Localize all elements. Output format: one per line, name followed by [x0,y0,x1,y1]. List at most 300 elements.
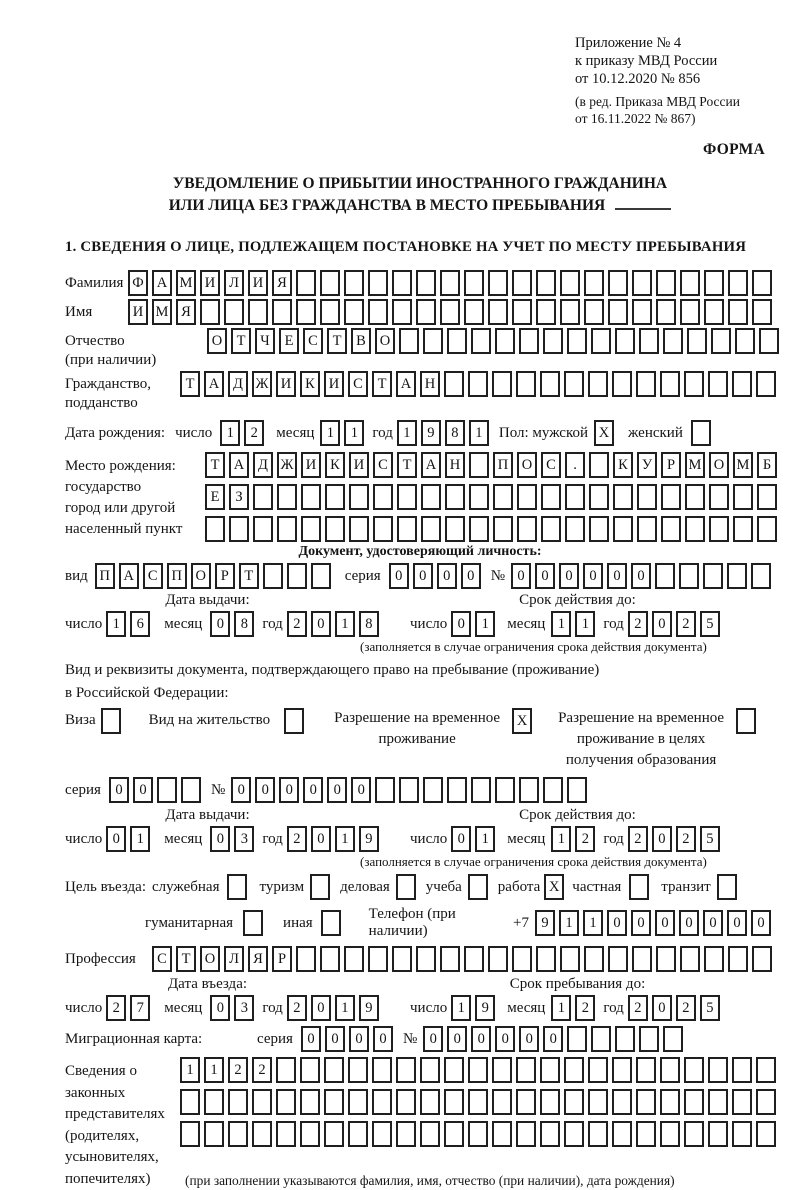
form-cell[interactable]: И [324,371,344,397]
form-cell[interactable]: 9 [359,995,379,1021]
form-cell[interactable] [639,328,659,354]
form-cell[interactable]: 2 [252,1057,272,1083]
form-cell[interactable]: Е [205,484,225,510]
form-cell[interactable]: 3 [234,826,254,852]
form-cell[interactable] [488,946,508,972]
form-cell[interactable]: 2 [228,1057,248,1083]
form-cell[interactable] [612,1121,632,1147]
checkbox-cell[interactable] [101,708,121,734]
form-cell[interactable] [324,1057,344,1083]
form-cell[interactable]: У [637,452,657,478]
form-cell[interactable] [564,1057,584,1083]
form-cell[interactable]: О [709,452,729,478]
form-cell[interactable]: 1 [475,826,495,852]
form-cell[interactable] [416,299,436,325]
form-cell[interactable] [608,270,628,296]
form-cell[interactable]: 2 [628,995,648,1021]
form-cell[interactable]: 0 [437,563,457,589]
form-cell[interactable]: 2 [628,611,648,637]
form-cell[interactable] [464,270,484,296]
form-cell[interactable]: Ч [255,328,275,354]
form-cell[interactable]: О [200,946,220,972]
form-cell[interactable]: 2 [106,995,126,1021]
form-cell[interactable] [296,299,316,325]
form-cell[interactable]: 0 [279,777,299,803]
checkbox-cell[interactable]: X [544,874,564,900]
form-cell[interactable]: 1 [344,420,364,446]
form-cell[interactable]: 1 [320,420,340,446]
form-cell[interactable]: М [176,270,196,296]
form-cell[interactable]: 1 [551,611,571,637]
form-cell[interactable]: О [517,452,537,478]
form-cell[interactable] [320,946,340,972]
form-cell[interactable]: 9 [535,910,555,936]
checkbox-cell[interactable] [717,874,737,900]
form-cell[interactable] [368,299,388,325]
form-cell[interactable] [372,1057,392,1083]
form-cell[interactable]: 0 [373,1026,393,1052]
form-cell[interactable]: 0 [311,826,331,852]
form-cell[interactable] [591,328,611,354]
form-cell[interactable] [564,1121,584,1147]
form-cell[interactable]: 0 [423,1026,443,1052]
form-cell[interactable] [636,1121,656,1147]
form-cell[interactable]: А [119,563,139,589]
form-cell[interactable] [727,563,747,589]
form-cell[interactable]: 0 [652,611,672,637]
form-cell[interactable]: С [348,371,368,397]
form-cell[interactable]: 0 [303,777,323,803]
form-cell[interactable] [399,328,419,354]
form-cell[interactable] [296,946,316,972]
purpose-official-checkbox[interactable] [227,874,251,900]
form-cell[interactable] [348,1057,368,1083]
form-cell[interactable]: Е [279,328,299,354]
form-cell[interactable]: 0 [679,910,699,936]
form-cell[interactable] [229,516,249,542]
form-cell[interactable]: И [128,299,148,325]
form-cell[interactable] [205,516,225,542]
form-cell[interactable] [589,484,609,510]
form-cell[interactable]: 1 [451,995,471,1021]
form-cell[interactable] [469,516,489,542]
form-cell[interactable]: С [303,328,323,354]
form-cell[interactable] [300,1089,320,1115]
form-cell[interactable]: П [167,563,187,589]
form-cell[interactable]: И [248,270,268,296]
form-cell[interactable] [421,516,441,542]
form-cell[interactable] [512,946,532,972]
form-cell[interactable] [588,1057,608,1083]
form-cell[interactable]: 2 [287,826,307,852]
form-cell[interactable] [588,1121,608,1147]
form-cell[interactable]: Т [327,328,347,354]
form-cell[interactable]: 0 [325,1026,345,1052]
form-cell[interactable] [732,371,752,397]
form-cell[interactable] [660,371,680,397]
form-cell[interactable]: Ф [128,270,148,296]
form-cell[interactable] [253,516,273,542]
form-cell[interactable] [636,1089,656,1115]
form-cell[interactable] [493,516,513,542]
form-cell[interactable] [589,452,609,478]
checkbox-cell[interactable] [691,420,711,446]
form-cell[interactable] [375,777,395,803]
form-cell[interactable] [372,1089,392,1115]
form-cell[interactable] [536,946,556,972]
form-cell[interactable] [276,1121,296,1147]
form-cell[interactable] [416,946,436,972]
form-cell[interactable]: В [351,328,371,354]
form-cell[interactable] [392,299,412,325]
form-cell[interactable]: 5 [700,826,720,852]
form-cell[interactable]: З [229,484,249,510]
form-cell[interactable] [685,484,705,510]
form-cell[interactable] [471,777,491,803]
form-cell[interactable]: 0 [655,910,675,936]
form-cell[interactable]: 0 [727,910,747,936]
form-cell[interactable] [469,484,489,510]
form-cell[interactable] [632,270,652,296]
form-cell[interactable]: С [541,452,561,478]
form-cell[interactable] [751,563,771,589]
form-cell[interactable] [687,328,707,354]
form-cell[interactable] [420,1121,440,1147]
form-cell[interactable] [447,777,467,803]
form-cell[interactable] [560,946,580,972]
form-cell[interactable]: 0 [301,1026,321,1052]
form-cell[interactable]: 0 [389,563,409,589]
form-cell[interactable] [204,1121,224,1147]
form-cell[interactable]: 0 [451,826,471,852]
form-cell[interactable]: 0 [451,611,471,637]
form-cell[interactable]: 1 [397,420,417,446]
form-cell[interactable]: 2 [244,420,264,446]
form-cell[interactable]: . [565,452,585,478]
form-cell[interactable] [423,777,443,803]
form-cell[interactable] [685,516,705,542]
form-cell[interactable] [541,516,561,542]
form-cell[interactable]: Т [180,371,200,397]
form-cell[interactable]: Л [224,946,244,972]
form-cell[interactable]: 0 [631,563,651,589]
form-cell[interactable]: 7 [130,995,150,1021]
form-cell[interactable] [660,1057,680,1083]
form-cell[interactable] [444,1057,464,1083]
form-cell[interactable] [708,1057,728,1083]
form-cell[interactable] [663,1026,683,1052]
form-cell[interactable] [591,1026,611,1052]
form-cell[interactable]: Д [228,371,248,397]
form-cell[interactable] [277,484,297,510]
form-cell[interactable]: 1 [204,1057,224,1083]
form-cell[interactable]: 0 [652,826,672,852]
form-cell[interactable] [469,452,489,478]
form-cell[interactable] [560,299,580,325]
form-cell[interactable] [661,516,681,542]
form-cell[interactable] [564,1089,584,1115]
form-cell[interactable] [540,1057,560,1083]
rvp-checkbox[interactable] [512,708,536,734]
sex-male-checkbox[interactable] [594,420,618,446]
form-cell[interactable] [420,1089,440,1115]
form-cell[interactable]: М [685,452,705,478]
form-cell[interactable] [272,299,292,325]
form-cell[interactable]: 0 [210,611,230,637]
form-cell[interactable] [680,299,700,325]
form-cell[interactable] [396,1089,416,1115]
form-cell[interactable] [276,1057,296,1083]
form-cell[interactable] [728,299,748,325]
form-cell[interactable] [471,328,491,354]
form-cell[interactable] [660,1121,680,1147]
form-cell[interactable]: Д [253,452,273,478]
form-cell[interactable]: 0 [106,826,126,852]
form-cell[interactable] [224,299,244,325]
form-cell[interactable] [541,484,561,510]
form-cell[interactable] [632,946,652,972]
form-cell[interactable]: Т [205,452,225,478]
form-cell[interactable] [632,299,652,325]
form-cell[interactable]: Я [248,946,268,972]
form-cell[interactable] [704,299,724,325]
form-cell[interactable] [445,484,465,510]
form-cell[interactable] [397,484,417,510]
form-cell[interactable] [300,1121,320,1147]
form-cell[interactable]: С [152,946,172,972]
form-cell[interactable] [704,946,724,972]
checkbox-cell[interactable] [310,874,330,900]
form-cell[interactable]: 1 [475,611,495,637]
form-cell[interactable] [492,1089,512,1115]
form-cell[interactable]: А [204,371,224,397]
form-cell[interactable] [440,946,460,972]
form-cell[interactable]: М [152,299,172,325]
form-cell[interactable] [348,1121,368,1147]
form-cell[interactable] [300,1057,320,1083]
form-cell[interactable]: 8 [359,611,379,637]
form-cell[interactable]: 0 [351,777,371,803]
form-cell[interactable] [349,484,369,510]
form-cell[interactable] [613,484,633,510]
form-cell[interactable] [637,516,657,542]
form-cell[interactable]: 0 [583,563,603,589]
form-cell[interactable] [344,946,364,972]
form-cell[interactable]: 2 [676,611,696,637]
form-cell[interactable]: О [375,328,395,354]
form-cell[interactable] [252,1089,272,1115]
form-cell[interactable] [204,1089,224,1115]
form-cell[interactable] [732,1121,752,1147]
form-cell[interactable]: И [276,371,296,397]
form-cell[interactable]: С [143,563,163,589]
form-cell[interactable] [516,1057,536,1083]
form-cell[interactable] [656,299,676,325]
form-cell[interactable] [516,371,536,397]
form-cell[interactable] [445,516,465,542]
form-cell[interactable] [636,1057,656,1083]
form-cell[interactable]: Н [420,371,440,397]
form-cell[interactable] [565,516,585,542]
form-cell[interactable] [444,371,464,397]
checkbox-cell[interactable] [227,874,247,900]
form-cell[interactable] [612,1057,632,1083]
form-cell[interactable] [416,270,436,296]
form-cell[interactable] [464,946,484,972]
form-cell[interactable] [349,516,369,542]
form-cell[interactable] [655,563,675,589]
checkbox-cell[interactable] [321,910,341,936]
form-cell[interactable] [756,1057,776,1083]
form-cell[interactable]: Т [397,452,417,478]
purpose-tourism-checkbox[interactable] [310,874,334,900]
form-cell[interactable] [516,1121,536,1147]
form-cell[interactable] [711,328,731,354]
form-cell[interactable] [181,777,201,803]
form-cell[interactable] [709,484,729,510]
form-cell[interactable]: И [301,452,321,478]
form-cell[interactable]: 0 [495,1026,515,1052]
form-cell[interactable] [637,484,657,510]
form-cell[interactable] [287,563,307,589]
form-cell[interactable] [325,484,345,510]
form-cell[interactable] [567,328,587,354]
form-cell[interactable]: 6 [130,611,150,637]
form-cell[interactable] [540,1121,560,1147]
form-cell[interactable]: 1 [469,420,489,446]
form-cell[interactable]: 1 [551,995,571,1021]
form-cell[interactable]: О [191,563,211,589]
form-cell[interactable] [392,270,412,296]
form-cell[interactable] [324,1089,344,1115]
form-cell[interactable]: Т [372,371,392,397]
form-cell[interactable] [488,299,508,325]
checkbox-cell[interactable]: X [594,420,614,446]
form-cell[interactable]: М [733,452,753,478]
form-cell[interactable] [679,563,699,589]
form-cell[interactable]: Т [176,946,196,972]
form-cell[interactable]: Р [215,563,235,589]
form-cell[interactable] [757,484,777,510]
form-cell[interactable]: 2 [287,995,307,1021]
form-cell[interactable] [464,299,484,325]
form-cell[interactable] [608,946,628,972]
form-cell[interactable]: К [613,452,633,478]
sex-female-checkbox[interactable] [691,420,715,446]
form-cell[interactable]: 1 [559,910,579,936]
form-cell[interactable] [680,946,700,972]
form-cell[interactable]: 1 [583,910,603,936]
form-cell[interactable] [752,946,772,972]
form-cell[interactable] [536,270,556,296]
visa-checkbox[interactable] [101,708,125,734]
form-cell[interactable] [540,1089,560,1115]
form-cell[interactable] [519,777,539,803]
form-cell[interactable] [397,516,417,542]
purpose-business-checkbox[interactable] [396,874,420,900]
form-cell[interactable]: 1 [220,420,240,446]
form-cell[interactable]: 0 [255,777,275,803]
form-cell[interactable] [543,777,563,803]
form-cell[interactable]: А [421,452,441,478]
form-cell[interactable]: Н [445,452,465,478]
checkbox-cell[interactable] [396,874,416,900]
form-cell[interactable]: 0 [607,563,627,589]
purpose-private-checkbox[interactable] [629,874,653,900]
checkbox-cell[interactable] [243,910,263,936]
purpose-study-checkbox[interactable] [468,874,492,900]
form-cell[interactable]: 0 [311,995,331,1021]
form-cell[interactable] [756,1121,776,1147]
form-cell[interactable] [325,516,345,542]
form-cell[interactable]: П [493,452,513,478]
form-cell[interactable]: 1 [551,826,571,852]
form-cell[interactable] [588,1089,608,1115]
form-cell[interactable] [492,1121,512,1147]
purpose-transit-checkbox[interactable] [717,874,741,900]
form-cell[interactable]: А [152,270,172,296]
form-cell[interactable]: 1 [106,611,126,637]
form-cell[interactable] [248,299,268,325]
form-cell[interactable]: 2 [628,826,648,852]
form-cell[interactable] [567,777,587,803]
form-cell[interactable]: 0 [543,1026,563,1052]
form-cell[interactable]: К [300,371,320,397]
form-cell[interactable] [468,1121,488,1147]
form-cell[interactable] [180,1121,200,1147]
form-cell[interactable] [368,270,388,296]
form-cell[interactable] [253,484,273,510]
form-cell[interactable] [536,299,556,325]
form-cell[interactable] [444,1089,464,1115]
form-cell[interactable] [263,563,283,589]
form-cell[interactable]: 0 [311,611,331,637]
form-cell[interactable]: 0 [511,563,531,589]
form-cell[interactable] [728,270,748,296]
form-cell[interactable] [708,1089,728,1115]
form-cell[interactable] [684,1089,704,1115]
form-cell[interactable] [348,1089,368,1115]
form-cell[interactable]: 2 [676,995,696,1021]
form-cell[interactable] [392,946,412,972]
form-cell[interactable] [423,328,443,354]
form-cell[interactable] [684,371,704,397]
form-cell[interactable] [517,516,537,542]
form-cell[interactable] [636,371,656,397]
checkbox-cell[interactable] [736,708,756,734]
form-cell[interactable] [656,946,676,972]
form-cell[interactable] [756,371,776,397]
form-cell[interactable] [540,371,560,397]
rvp-education-checkbox[interactable] [736,708,760,734]
form-cell[interactable] [639,1026,659,1052]
form-cell[interactable] [752,270,772,296]
form-cell[interactable]: 0 [652,995,672,1021]
form-cell[interactable]: 0 [631,910,651,936]
form-cell[interactable]: Я [272,270,292,296]
form-cell[interactable] [656,270,676,296]
form-cell[interactable] [756,1089,776,1115]
form-cell[interactable]: 0 [210,826,230,852]
form-cell[interactable]: 0 [471,1026,491,1052]
purpose-other-checkbox[interactable] [321,910,345,936]
form-cell[interactable] [728,946,748,972]
residence-permit-checkbox[interactable] [284,708,308,734]
form-cell[interactable] [200,299,220,325]
form-cell[interactable]: 0 [133,777,153,803]
form-cell[interactable] [228,1121,248,1147]
form-cell[interactable] [615,328,635,354]
